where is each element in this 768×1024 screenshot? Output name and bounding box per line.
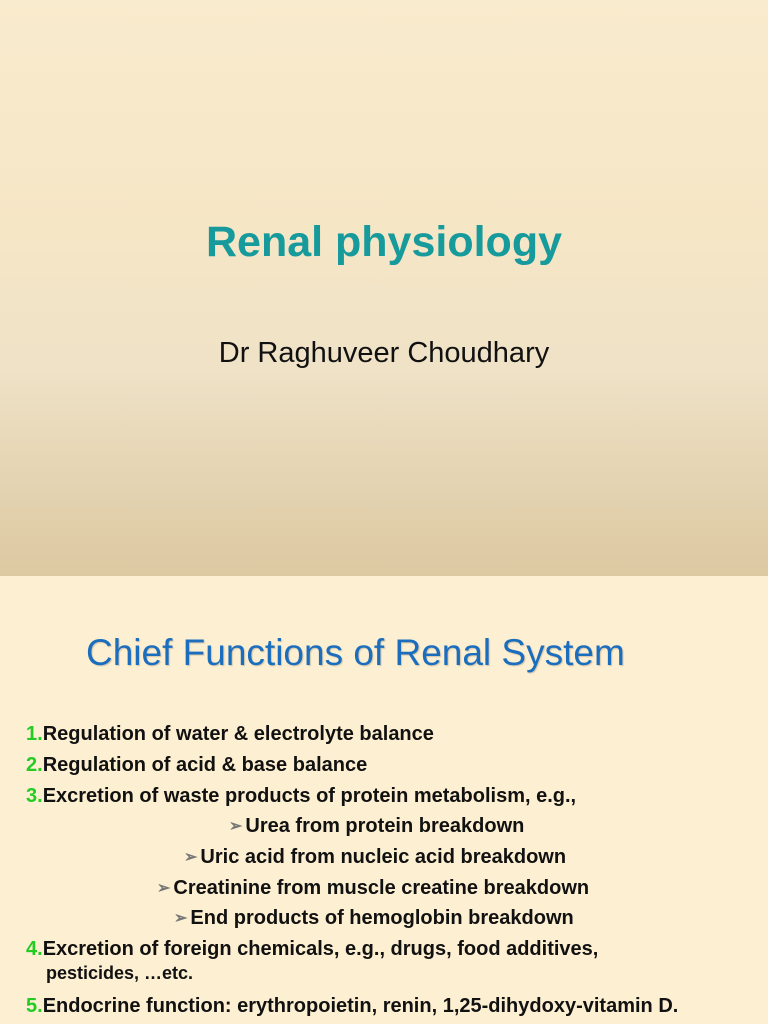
arrow-bullet-icon: ➢: [229, 818, 243, 835]
sub-list-item-text: End products of hemoglobin breakdown: [190, 907, 574, 929]
sub-list-item: [184, 842, 566, 873]
list-item: [26, 781, 576, 811]
list-number: 2.: [26, 754, 43, 776]
sub-list-item: [174, 903, 574, 934]
list-number: 4.: [26, 938, 43, 960]
sub-list-item-text: Uric acid from nucleic acid breakdown: [200, 846, 567, 868]
arrow-bullet-icon: ➢: [157, 880, 171, 897]
list-item: [26, 719, 434, 749]
list-item-text: Regulation of acid & base balance: [42, 754, 368, 776]
list-item-text: Excretion of waste products of protein metabolism, e.g.,: [42, 785, 577, 807]
list-item-text: Regulation of water & electrolyte balance: [42, 723, 434, 745]
content-slide-title: Chief Functions of Renal System: [86, 632, 625, 673]
list-item: [26, 750, 367, 780]
list-number: 3.: [26, 785, 43, 807]
list-number: 5.: [26, 995, 43, 1017]
content-slide: [0, 576, 768, 1024]
list-number: 1.: [26, 723, 43, 745]
list-item-continuation: pesticides, …etc.: [46, 963, 194, 983]
arrow-bullet-icon: ➢: [174, 910, 188, 927]
list-item: [26, 991, 678, 1021]
sub-list-item: [229, 811, 524, 842]
sub-list-item: [157, 873, 589, 904]
list-item-text: Excretion of foreign chemicals, e.g., drugs, food additives,: [42, 938, 599, 960]
sub-list-item-text: Creatinine from muscle creatine breakdown: [173, 877, 590, 899]
sub-list-item-text: Urea from protein breakdown: [245, 815, 525, 837]
author-name: Dr Raghuveer Choudhary: [218, 337, 550, 369]
list-item-text: Endocrine function: erythropoietin, renin, 1,25-dihydoxy-vitamin D.: [42, 995, 679, 1017]
arrow-bullet-icon: ➢: [184, 849, 198, 866]
slide-title: Renal physiology: [205, 218, 562, 266]
